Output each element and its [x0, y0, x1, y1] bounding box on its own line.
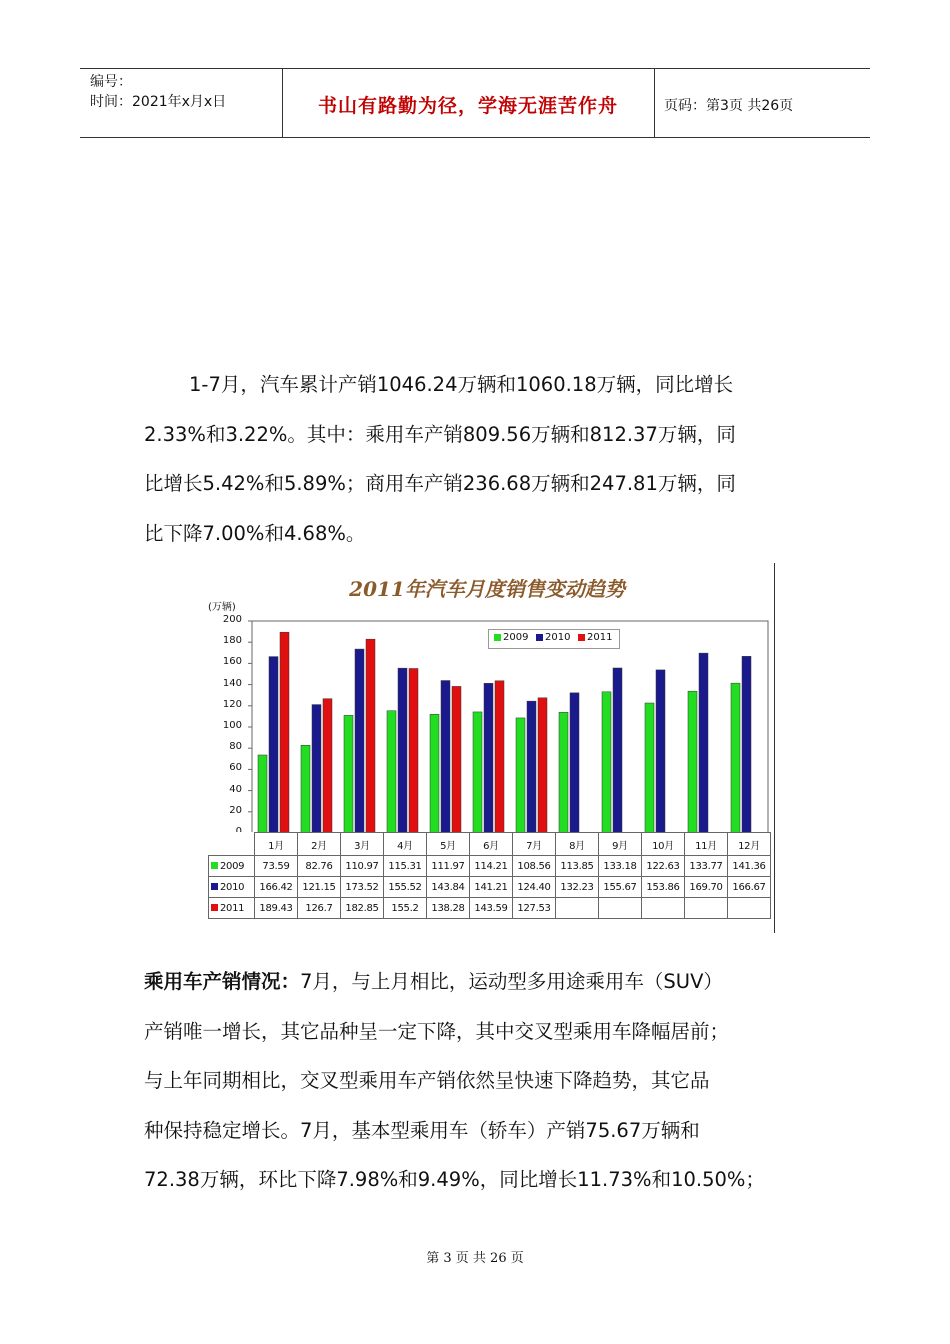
- bar-2009: [301, 745, 310, 833]
- x-tick-label: 9月: [599, 833, 642, 856]
- data-label: 127.53: [513, 898, 556, 919]
- bar-2010: [699, 653, 708, 833]
- y-tick-label: 200: [222, 614, 242, 625]
- data-label: 126.7: [298, 898, 341, 919]
- data-label: 108.56: [513, 856, 556, 877]
- paragraph-line: 7月，与上月相比，运动型多用途乘用车（SUV）: [300, 970, 723, 993]
- x-tick-label: 8月: [556, 833, 599, 856]
- data-label: 115.31: [384, 856, 427, 877]
- data-label: 114.21: [470, 856, 513, 877]
- data-label: [685, 898, 728, 919]
- data-label: [728, 898, 771, 919]
- data-label: 169.70: [685, 877, 728, 898]
- paragraph-line: 1-7月，汽车累计产销1046.24万辆和1060.18万辆，同比增长: [189, 373, 734, 396]
- data-label: 121.15: [298, 877, 341, 898]
- x-tick-label: 2月: [298, 833, 341, 856]
- bar-2010: [527, 701, 536, 833]
- data-label: 143.59: [470, 898, 513, 919]
- doc-number-label: 编号：: [90, 74, 132, 90]
- table-row: [209, 898, 771, 919]
- x-tick-label: 5月: [427, 833, 470, 856]
- bar-2009: [387, 711, 396, 833]
- table-series-label: 2009: [209, 856, 255, 877]
- data-label: 132.23: [556, 877, 599, 898]
- paragraph-line: 产销唯一增长，其它品种呈一定下降，其中交叉型乘用车降幅居前；: [144, 1019, 730, 1043]
- bar-2009: [559, 712, 568, 833]
- y-tick-label: 100: [222, 720, 242, 731]
- legend-item: [494, 632, 528, 643]
- chart-title: 2011年汽车月度销售变动趋势: [349, 577, 625, 601]
- y-tick-label: 120: [222, 698, 242, 710]
- bar-2009: [688, 691, 697, 833]
- chart-unit-label: (万辆): [208, 602, 236, 613]
- paragraph-line: 2.33%和3.22%。其中：乘用车产销809.56万辆和812.37万辆，同: [144, 422, 736, 446]
- bar-2011: [452, 686, 461, 833]
- bar-2010: [398, 668, 407, 833]
- bar-2010: [441, 681, 450, 833]
- x-tick-label: 11月: [685, 833, 728, 856]
- data-label: [556, 898, 599, 919]
- bar-2011: [323, 699, 332, 833]
- paragraph-line: 与上年同期相比，交叉型乘用车产销依然呈快速下降趋势，其它品: [144, 1069, 710, 1092]
- bar-2010: [570, 693, 579, 833]
- y-tick-label: 80: [229, 741, 242, 753]
- x-tick-label: 1月: [255, 833, 298, 856]
- paragraph-summary: [144, 360, 834, 558]
- data-label: 173.52: [341, 877, 384, 898]
- data-label: 82.76: [298, 856, 341, 877]
- x-tick-label: 7月: [513, 833, 556, 856]
- data-label: 143.84: [427, 877, 470, 898]
- paragraph-passenger-cars: [144, 957, 834, 1205]
- y-tick-label: 160: [222, 656, 242, 668]
- data-label: 166.67: [728, 877, 771, 898]
- bar-2009: [258, 755, 267, 833]
- page-header: [80, 68, 870, 138]
- bar-2010: [484, 683, 493, 833]
- legend-label: 2009: [503, 632, 529, 643]
- header-page-cell: [655, 69, 870, 137]
- data-label: 141.21: [470, 877, 513, 898]
- data-label: 155.2: [384, 898, 427, 919]
- x-tick-label: 6月: [470, 833, 513, 856]
- bar-2009: [516, 718, 525, 833]
- y-tick-label: 40: [229, 783, 242, 795]
- y-tick-label: 140: [222, 677, 242, 689]
- data-label: 111.97: [427, 856, 470, 877]
- doc-time-label: 时间：2021年x月x日: [90, 94, 227, 110]
- bar-2011: [538, 698, 547, 833]
- legend-swatch: [578, 634, 585, 641]
- y-tick-label: 60: [229, 762, 242, 774]
- bar-2009: [344, 715, 353, 833]
- bar-2009: [731, 683, 740, 833]
- legend-swatch: [536, 634, 543, 641]
- legend-swatch: [494, 634, 501, 641]
- header-meta-cell: [80, 69, 283, 137]
- bar-2009: [473, 712, 482, 833]
- data-label: 138.28: [427, 898, 470, 919]
- sales-trend-chart: [198, 563, 776, 933]
- bar-2011: [495, 681, 504, 833]
- data-label: 166.42: [255, 877, 298, 898]
- table-series-label: 2011: [209, 898, 255, 919]
- legend-swatch: [211, 904, 218, 911]
- section-heading: 乘用车产销情况：: [144, 970, 301, 993]
- table-row: [209, 856, 771, 877]
- header-motto: 书山有路勤为径，学海无涯苦作舟: [317, 95, 618, 117]
- chart-legend: [488, 629, 620, 649]
- data-label: 73.59: [255, 856, 298, 877]
- paragraph-line: 种保持稳定增长。7月，基本型乘用车（轿车）产销75.67万辆和: [144, 1118, 700, 1142]
- y-tick-label: 180: [222, 635, 242, 647]
- data-label: 113.85: [556, 856, 599, 877]
- data-label: 155.52: [384, 877, 427, 898]
- data-label: 133.77: [685, 856, 728, 877]
- bar-2010: [312, 705, 321, 833]
- bar-2010: [742, 656, 751, 833]
- data-label: 141.36: [728, 856, 771, 877]
- x-tick-label: 4月: [384, 833, 427, 856]
- y-tick-label: 20: [229, 804, 242, 816]
- data-label: 182.85: [341, 898, 384, 919]
- data-label: 124.40: [513, 877, 556, 898]
- x-tick-label: 10月: [642, 833, 685, 856]
- bar-2011: [280, 632, 289, 833]
- table-corner: [209, 833, 255, 856]
- header-page-info: 页码：第3页 共26页: [664, 98, 794, 114]
- data-label: 133.18: [599, 856, 642, 877]
- data-label: [642, 898, 685, 919]
- bar-2009: [602, 692, 611, 833]
- data-label: [599, 898, 642, 919]
- paragraph-line: 72.38万辆，环比下降7.98%和9.49%，同比增长11.73%和10.50%；: [144, 1168, 765, 1191]
- header-motto-cell: [282, 69, 655, 137]
- paragraph-line: 比下降7.00%和4.68%。: [144, 521, 366, 545]
- legend-swatch: [211, 883, 218, 890]
- bar-2011: [409, 668, 418, 833]
- bar-2010: [355, 649, 364, 833]
- data-label: 110.97: [341, 856, 384, 877]
- chart-data-table: [208, 832, 771, 919]
- legend-label: 2010: [545, 632, 571, 643]
- bar-2010: [656, 670, 665, 833]
- table-row: [209, 877, 771, 898]
- bar-2010: [613, 668, 622, 833]
- legend-swatch: [211, 862, 218, 869]
- x-tick-label: 12月: [728, 833, 771, 856]
- x-tick-label: 3月: [341, 833, 384, 856]
- legend-item: [536, 632, 570, 643]
- paragraph-line: 比增长5.42%和5.89%；商用车产销236.68万辆和247.81万辆，同: [144, 472, 736, 495]
- bar-2009: [430, 714, 439, 833]
- page-footer: 第 3 页 共 26 页: [426, 1251, 524, 1266]
- bar-2009: [645, 703, 654, 833]
- bar-2010: [269, 657, 278, 833]
- table-series-label: 2010: [209, 877, 255, 898]
- legend-item: [578, 632, 612, 643]
- legend-label: 2011: [587, 632, 613, 643]
- data-label: 189.43: [255, 898, 298, 919]
- bar-2011: [366, 639, 375, 833]
- data-label: 155.67: [599, 877, 642, 898]
- data-label: 153.86: [642, 877, 685, 898]
- data-label: 122.63: [642, 856, 685, 877]
